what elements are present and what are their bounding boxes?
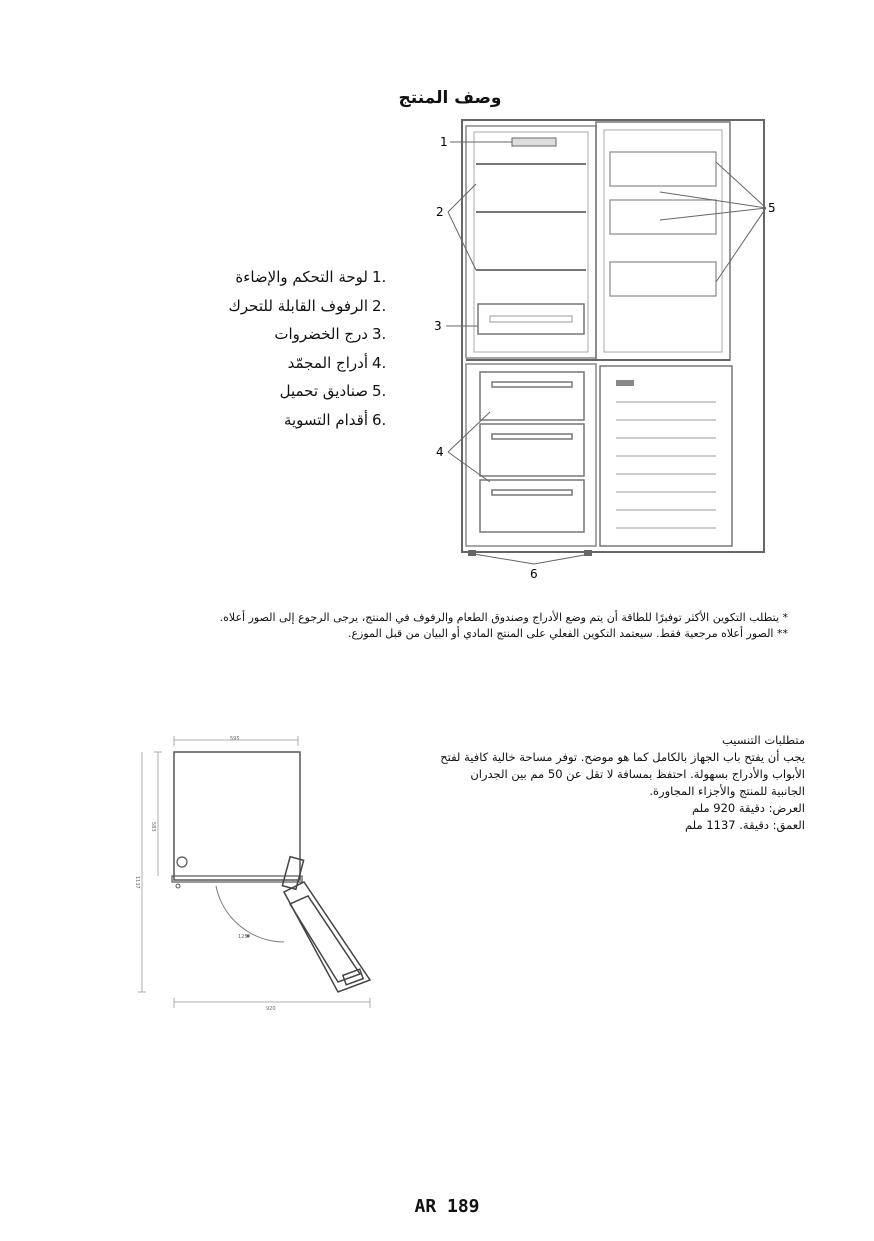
parts-list-item: 4. أدراج المجمّد [287, 353, 387, 372]
cabinet-outline [174, 752, 300, 880]
parts-list-item: 1. لوحة التحكم والإضاءة [235, 268, 387, 286]
control-panel [512, 138, 556, 146]
callout-2: 2 [436, 205, 444, 219]
placement-text: يجب أن يفتح باب الجهاز بالكامل كما هو موضح. توفر مساحة خالية كافية لفتح [440, 750, 805, 764]
door-bins [610, 152, 716, 296]
page-title: وصف المنتج [398, 88, 502, 108]
placement-text: الجانبية للمنتج والأجزاء المجاورة. [649, 784, 805, 798]
parts-list-item: 2. الرفوف القابلة للتحرك [228, 296, 387, 315]
callout-4: 4 [436, 445, 444, 459]
callout-3: 3 [434, 319, 442, 333]
placement-depth: العمق: دقيقة. 1137 ملم [685, 818, 805, 832]
dim-total-depth: 1137 [134, 876, 140, 889]
placement-heading: متطلبات التنسيب [722, 733, 805, 747]
placement-text: الأبواب والأدراج بسهولة. احتفظ بمسافة لا تقل عن 50 مم بين الجدران [470, 767, 805, 781]
placement-requirements [425, 732, 805, 834]
parts-list-item: 3. درج الخضروات [274, 325, 387, 343]
energy-note: * يتطلب التكوين الأكثر توفيرًا للطاقة أن يتم وضع الأدراج وصندوق الطعام والرفوف في المنتج، يرجى الرجوع إلى الصور أعلاه. [219, 611, 788, 624]
freezer-compartment [466, 364, 596, 546]
reference-note: ** الصور أعلاه مرجعية فقط. سيعتمد التكوين الفعلي على المنتج المادي أو البيان من قبل الموزع. [347, 627, 788, 640]
parts-list [180, 263, 400, 434]
callout-5: 5 [768, 201, 776, 215]
fridge-body [462, 120, 764, 552]
parts-list-item: 6. أقدام التسوية [283, 410, 387, 429]
dim-top-width: 595 [230, 736, 240, 742]
dim-angle: 125° [238, 934, 251, 940]
fridge-compartment [466, 126, 596, 358]
crisper-drawer [478, 304, 584, 334]
placement-plan-diagram [134, 736, 388, 1014]
dim-total-width: 920 [266, 1006, 276, 1012]
parts-list-item: 5. صناديق تحميل [279, 382, 387, 400]
open-door [282, 857, 370, 992]
fridge-front-diagram [430, 112, 790, 582]
page-number: AR 189 [414, 1196, 480, 1217]
placement-width: العرض: دقيقة 920 ملم [692, 801, 805, 815]
callout-6: 6 [530, 567, 538, 581]
shelves [476, 164, 586, 270]
dim-side-depth: 583 [150, 822, 156, 832]
callout-1: 1 [440, 135, 448, 149]
freezer-drawers [480, 372, 584, 532]
fridge-door [596, 122, 730, 360]
